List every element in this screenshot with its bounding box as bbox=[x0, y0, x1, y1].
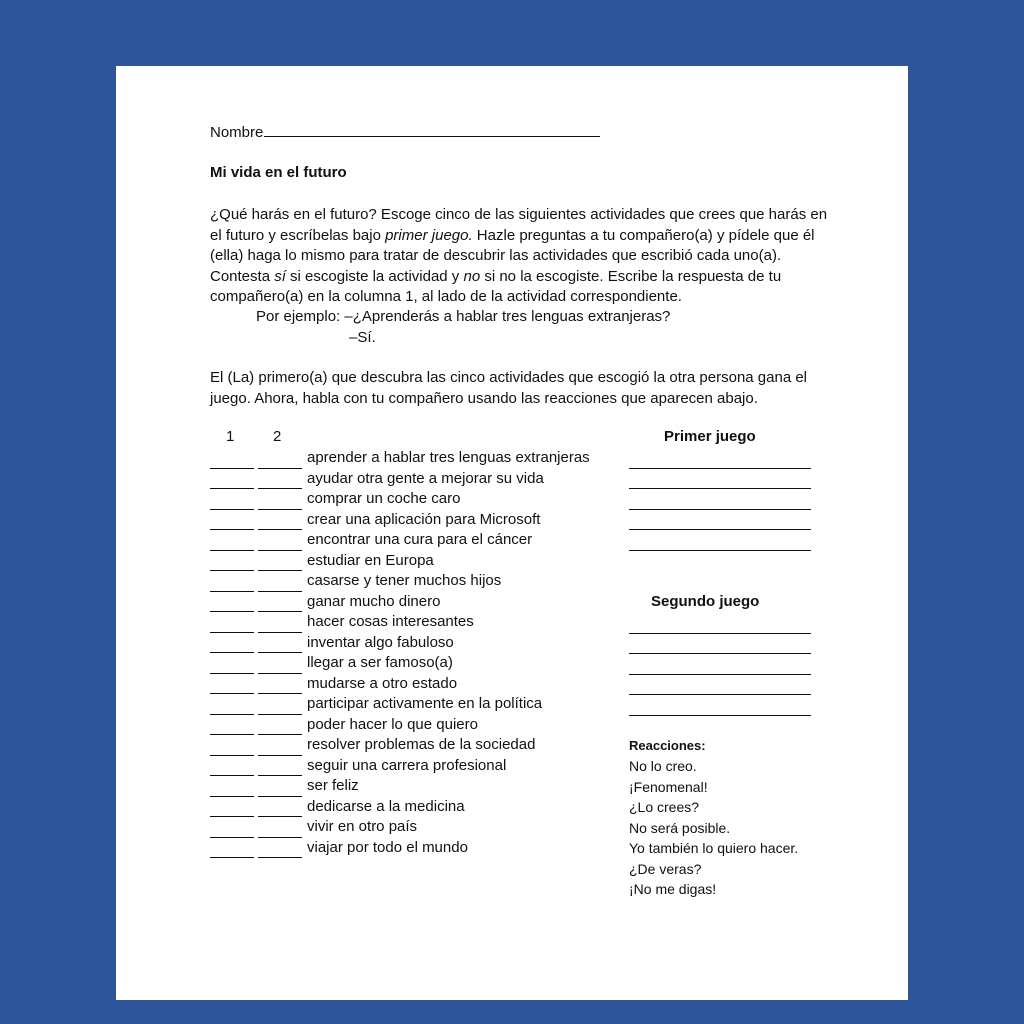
column-2-blank[interactable] bbox=[258, 659, 302, 674]
column-2-blank[interactable] bbox=[258, 720, 302, 735]
column-1-blank[interactable] bbox=[210, 536, 254, 551]
activity-text: inventar algo fabuloso bbox=[307, 633, 454, 651]
rules-paragraph: El (La) primero(a) que descubra las cinco actividades que escogió la otra persona gana el juego. Ahora, habla con tu compañero usando las reacciones que aparecen abajo. bbox=[210, 369, 808, 407]
activity-text: casarse y tener muchos hijos bbox=[307, 572, 502, 589]
instructions-paragraph: ¿Qué harás en el futuro? Escoge cinco de las siguientes actividades que crees que harás en el futuro y escríbelas bajo primer juego. Hazle preguntas a tu compañero(a) y pídele que él (ella) haga lo mismo para tratar de descubrir las actividades que escribió cada uno(a). Contesta sí si escogiste la actividad y no si no la escogiste. Escribe la respuesta de tu compañero(a) en la columna 1, al lado de la actividad correspondiente. bbox=[210, 206, 828, 305]
column-2-blank[interactable] bbox=[258, 515, 302, 530]
answer-line[interactable] bbox=[629, 695, 811, 716]
activity-list bbox=[210, 448, 590, 858]
column-2-blank[interactable] bbox=[258, 823, 302, 838]
no-emphasis: no bbox=[463, 267, 481, 285]
activity-row bbox=[210, 653, 590, 674]
column-2-blank[interactable] bbox=[258, 679, 302, 694]
primer-juego-lines bbox=[629, 448, 811, 551]
activity-row bbox=[210, 797, 590, 818]
column-2-blank[interactable] bbox=[258, 761, 302, 776]
activity-row bbox=[210, 756, 590, 777]
answer-line[interactable] bbox=[629, 489, 811, 510]
activity-row bbox=[210, 592, 590, 613]
segundo-juego-title: Segundo juego bbox=[651, 593, 760, 610]
worksheet-title: Mi vida en el futuro bbox=[210, 164, 347, 181]
activity-row bbox=[210, 612, 590, 633]
activity-row bbox=[210, 530, 590, 551]
activity-row bbox=[210, 489, 590, 510]
activity-row bbox=[210, 633, 590, 654]
activity-text: llegar a ser famoso(a) bbox=[307, 654, 453, 671]
example-question: Por ejemplo: –¿Aprenderás a hablar tres lenguas extranjeras? bbox=[256, 308, 671, 325]
answer-line[interactable] bbox=[629, 634, 811, 655]
column-1-blank[interactable] bbox=[210, 618, 254, 633]
activity-text: aprender a hablar tres lenguas extranjeras bbox=[307, 449, 590, 466]
column-1-blank[interactable] bbox=[210, 659, 254, 674]
column-1-blank[interactable] bbox=[210, 843, 254, 858]
activity-text: hacer cosas interesantes bbox=[307, 613, 474, 630]
activity-row bbox=[210, 469, 590, 490]
activity-text: crear una aplicación para Microsoft bbox=[307, 510, 541, 528]
activity-text: estudiar en Europa bbox=[307, 551, 434, 569]
column-2-blank[interactable] bbox=[258, 638, 302, 653]
column-2-blank[interactable] bbox=[258, 454, 302, 469]
column-2-blank[interactable] bbox=[258, 536, 302, 551]
activity-text: vivir en otro país bbox=[307, 818, 418, 835]
segundo-juego-lines bbox=[629, 613, 811, 716]
answer-line[interactable] bbox=[629, 613, 811, 634]
answer-line[interactable] bbox=[629, 530, 811, 551]
name-label: Nombre bbox=[210, 124, 264, 141]
column-1-blank[interactable] bbox=[210, 474, 254, 489]
activity-text: viajar por todo el mundo bbox=[307, 838, 468, 856]
column-2-blank[interactable] bbox=[258, 618, 302, 633]
primer-juego-emphasis: primer juego. bbox=[385, 226, 473, 244]
activity-text: ganar mucho dinero bbox=[307, 592, 441, 610]
worksheet-page bbox=[116, 66, 908, 1000]
column-1-blank[interactable] bbox=[210, 823, 254, 838]
activity-text: participar activamente en la política bbox=[307, 695, 543, 712]
column-1-blank[interactable] bbox=[210, 720, 254, 735]
column-1-blank[interactable] bbox=[210, 638, 254, 653]
reacciones-title: Reacciones: bbox=[629, 738, 706, 753]
reaccion-item: ¡Fenomenal! bbox=[629, 778, 708, 795]
column-1-blank[interactable] bbox=[210, 495, 254, 510]
activity-row bbox=[210, 694, 590, 715]
activity-text: dedicarse a la medicina bbox=[307, 797, 465, 815]
column-1-blank[interactable] bbox=[210, 761, 254, 776]
reaccion-item: Yo también lo quiero hacer. bbox=[629, 840, 799, 856]
activity-text: seguir una carrera profesional bbox=[307, 756, 507, 774]
column-1-blank[interactable] bbox=[210, 802, 254, 817]
column-2-header: 2 bbox=[273, 428, 282, 445]
activity-text: mudarse a otro estado bbox=[307, 674, 458, 692]
activity-text: encontrar una cura para el cáncer bbox=[307, 531, 533, 548]
example-answer: –Sí. bbox=[349, 329, 376, 346]
activity-text: ayudar otra gente a mejorar su vida bbox=[307, 469, 544, 487]
name-blank-line[interactable] bbox=[264, 123, 600, 137]
column-2-blank[interactable] bbox=[258, 782, 302, 797]
column-2-blank[interactable] bbox=[258, 802, 302, 817]
column-1-header: 1 bbox=[226, 428, 235, 445]
activity-row bbox=[210, 776, 590, 797]
activity-row bbox=[210, 674, 590, 695]
column-2-blank[interactable] bbox=[258, 741, 302, 756]
activity-row bbox=[210, 735, 590, 756]
answer-line[interactable] bbox=[629, 469, 811, 490]
column-1-blank[interactable] bbox=[210, 741, 254, 756]
column-2-blank[interactable] bbox=[258, 700, 302, 715]
activity-row bbox=[210, 510, 590, 531]
reaccion-item: No será posible. bbox=[629, 819, 731, 836]
column-1-blank[interactable] bbox=[210, 782, 254, 797]
reaccion-item: ¡No me digas! bbox=[629, 881, 717, 897]
activity-row bbox=[210, 817, 590, 838]
activity-row bbox=[210, 448, 590, 469]
si-emphasis: sí bbox=[274, 267, 286, 285]
column-1-blank[interactable] bbox=[210, 700, 254, 715]
answer-line[interactable] bbox=[629, 654, 811, 675]
column-2-blank[interactable] bbox=[258, 577, 302, 592]
column-2-blank[interactable] bbox=[258, 495, 302, 510]
answer-line[interactable] bbox=[629, 448, 811, 469]
column-1-blank[interactable] bbox=[210, 454, 254, 469]
activity-text: poder hacer lo que quiero bbox=[307, 715, 478, 733]
answer-line[interactable] bbox=[629, 510, 811, 531]
activity-row bbox=[210, 571, 590, 592]
column-1-blank[interactable] bbox=[210, 679, 254, 694]
primer-juego-title: Primer juego bbox=[664, 428, 756, 445]
column-2-blank[interactable] bbox=[258, 556, 302, 571]
activity-text: ser feliz bbox=[307, 777, 359, 794]
name-field bbox=[210, 123, 600, 141]
column-1-blank[interactable] bbox=[210, 515, 254, 530]
column-1-blank[interactable] bbox=[210, 577, 254, 592]
reaccion-item: ¿Lo crees? bbox=[629, 799, 700, 815]
activity-row bbox=[210, 838, 590, 859]
column-2-blank[interactable] bbox=[258, 474, 302, 489]
reaccion-item: No lo creo. bbox=[629, 758, 697, 774]
column-2-blank[interactable] bbox=[258, 597, 302, 612]
answer-line[interactable] bbox=[629, 675, 811, 696]
activity-text: comprar un coche caro bbox=[307, 490, 461, 507]
activity-row bbox=[210, 551, 590, 572]
activity-text: resolver problemas de la sociedad bbox=[307, 736, 536, 753]
column-1-blank[interactable] bbox=[210, 556, 254, 571]
column-1-blank[interactable] bbox=[210, 597, 254, 612]
reaccion-item: ¿De veras? bbox=[629, 860, 702, 877]
reacciones-list bbox=[629, 756, 798, 900]
column-2-blank[interactable] bbox=[258, 843, 302, 858]
activity-row bbox=[210, 715, 590, 736]
